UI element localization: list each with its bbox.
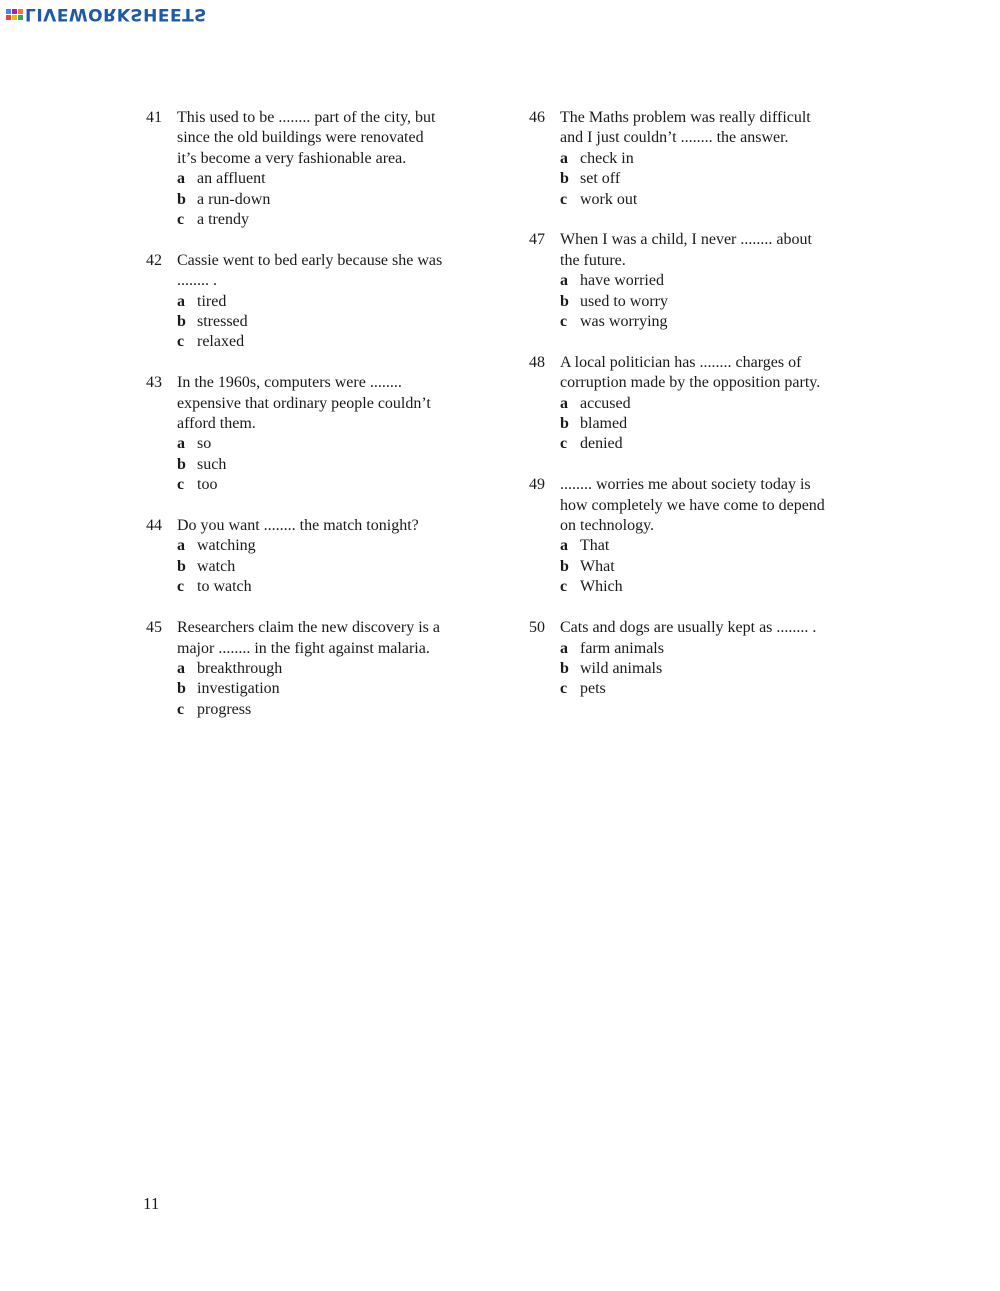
option-text: tired — [197, 292, 227, 310]
question-body — [560, 230, 869, 332]
answer-option-b[interactable] — [177, 312, 486, 332]
answer-option-b[interactable] — [560, 557, 869, 577]
question-number: 41 — [146, 109, 162, 126]
logo-block — [6, 15, 11, 20]
question-number: 46 — [529, 109, 545, 126]
option-letter: b — [177, 557, 186, 575]
question-spacer — [146, 496, 486, 516]
option-text: denied — [580, 435, 623, 453]
answer-option-c[interactable] — [177, 210, 486, 230]
question-text-line: The Maths problem was really difficult — [560, 109, 811, 126]
option-text: a trendy — [197, 211, 249, 229]
question-number: 50 — [529, 619, 545, 637]
answer-option-a[interactable] — [177, 292, 486, 312]
answer-option-c[interactable] — [560, 434, 869, 454]
answer-option-c[interactable] — [177, 700, 486, 720]
question-text-line: since the old buildings were renovated — [177, 129, 424, 147]
question-text-line: Cassie went to bed early because she was — [177, 251, 443, 269]
left-question-column — [146, 108, 486, 720]
option-text: relaxed — [197, 333, 245, 351]
option-text: watch — [197, 557, 236, 575]
option-text: set off — [580, 170, 621, 188]
answer-option-c[interactable] — [560, 577, 869, 597]
option-letter: a — [560, 149, 568, 167]
option-text: to watch — [197, 578, 252, 596]
option-text: a run-down — [197, 190, 271, 208]
question-text-line: Do you want ........ the match tonight? — [177, 517, 419, 535]
question-42 — [146, 251, 486, 353]
answer-option-b[interactable] — [560, 414, 869, 434]
question-spacer — [529, 598, 869, 618]
option-text: blamed — [580, 415, 628, 433]
question-body — [560, 353, 869, 455]
question-50 — [529, 618, 869, 700]
answer-option-b[interactable] — [560, 659, 869, 679]
question-text-line: corruption made by the opposition party. — [560, 374, 821, 392]
answer-option-a[interactable] — [560, 149, 869, 169]
option-letter: b — [177, 680, 186, 698]
option-text: progress — [197, 700, 252, 718]
answer-option-c[interactable] — [560, 190, 869, 210]
question-48 — [529, 353, 869, 455]
option-text: watching — [197, 537, 256, 555]
option-letter: a — [560, 537, 568, 555]
option-letter: c — [177, 333, 185, 351]
question-text-line: afford them. — [177, 415, 256, 433]
question-49 — [529, 475, 869, 597]
option-text: an affluent — [197, 170, 266, 188]
option-text: was worrying — [580, 313, 668, 331]
question-45 — [146, 618, 486, 720]
right-question-column — [529, 108, 869, 700]
question-body — [177, 516, 486, 598]
logo-block — [18, 9, 23, 14]
option-text: wild animals — [580, 659, 663, 677]
question-number: 47 — [529, 231, 545, 249]
option-text: pets — [580, 680, 606, 698]
option-letter: a — [177, 292, 185, 310]
option-letter: a — [177, 435, 185, 453]
logo-block — [6, 9, 11, 14]
option-text: check in — [580, 149, 634, 167]
question-text-line: the future. — [560, 251, 626, 269]
question-43 — [146, 373, 486, 495]
question-number: 42 — [146, 251, 162, 269]
question-text-line: expensive that ordinary people couldn’t — [177, 394, 431, 412]
option-text: used to worry — [580, 292, 668, 310]
question-text-line: major ........ in the fight against malaria. — [177, 639, 430, 657]
question-text-line: how completely we have come to depend — [560, 496, 825, 514]
option-text: That — [580, 537, 610, 555]
question-text-line: In the 1960s, computers were ........ — [177, 374, 402, 392]
answer-option-a[interactable] — [560, 639, 869, 659]
question-text-line: on technology. — [560, 517, 655, 535]
option-letter: a — [560, 639, 568, 657]
option-text: have worried — [580, 272, 664, 290]
question-body — [560, 618, 869, 700]
option-text: farm animals — [580, 639, 664, 657]
option-text: What — [580, 557, 615, 575]
option-letter: c — [177, 578, 185, 596]
option-letter: b — [177, 455, 186, 473]
option-letter: a — [177, 659, 185, 677]
question-number: 48 — [529, 353, 545, 371]
question-spacer — [146, 353, 486, 373]
answer-option-c[interactable] — [177, 332, 486, 352]
option-text: too — [197, 476, 218, 494]
option-text: so — [197, 435, 212, 453]
option-letter: c — [177, 700, 185, 718]
option-text: work out — [580, 190, 638, 208]
question-spacer — [146, 598, 486, 618]
option-letter: c — [560, 313, 568, 331]
option-letter: b — [560, 659, 569, 677]
question-number: 45 — [146, 619, 162, 637]
question-text-line: Cats and dogs are usually kept as ........ . — [560, 619, 817, 637]
answer-option-a[interactable] — [177, 169, 486, 189]
question-spacer — [529, 455, 869, 475]
question-body — [177, 373, 486, 495]
question-text-line: When I was a child, I never ........ about — [560, 231, 812, 249]
question-number: 44 — [146, 517, 162, 535]
logo-block — [12, 15, 17, 20]
option-letter: c — [560, 680, 568, 698]
option-letter: c — [560, 578, 568, 596]
question-text-line: A local politician has ........ charges of — [560, 353, 802, 371]
answer-option-c[interactable] — [177, 577, 486, 597]
logo-block — [18, 15, 23, 20]
question-spacer — [529, 210, 869, 230]
logo-color-blocks-icon — [6, 9, 23, 20]
answer-option-b[interactable] — [177, 557, 486, 577]
answer-option-c[interactable] — [560, 679, 869, 699]
question-body — [177, 251, 486, 353]
question-text-line: it’s become a very fashionable area. — [177, 149, 407, 167]
option-letter: c — [177, 211, 185, 229]
question-47 — [529, 230, 869, 332]
option-text: Which — [580, 578, 623, 596]
question-spacer — [146, 230, 486, 250]
answer-option-b[interactable] — [177, 679, 486, 699]
answer-option-a[interactable] — [177, 659, 486, 679]
option-letter: a — [560, 394, 568, 412]
question-number: 49 — [529, 476, 545, 494]
answer-option-b[interactable] — [560, 169, 869, 189]
answer-option-a[interactable] — [560, 271, 869, 291]
question-body — [177, 618, 486, 720]
question-body — [560, 475, 869, 597]
answer-option-b[interactable] — [177, 190, 486, 210]
option-letter: c — [560, 435, 568, 453]
answer-option-a[interactable] — [560, 394, 869, 414]
question-text-line: ........ . — [177, 272, 217, 290]
question-body — [560, 108, 869, 210]
option-text: investigation — [197, 680, 280, 698]
option-text: breakthrough — [197, 659, 283, 677]
question-body — [177, 108, 486, 230]
answer-option-b[interactable] — [560, 292, 869, 312]
answer-option-a[interactable] — [177, 536, 486, 556]
question-text-line: ........ worries me about society today is — [560, 476, 811, 494]
question-spacer — [529, 332, 869, 352]
option-letter: b — [177, 313, 186, 331]
option-letter: b — [560, 292, 569, 310]
answer-option-b[interactable] — [177, 455, 486, 475]
option-letter: a — [177, 170, 185, 188]
option-text: stressed — [197, 313, 248, 331]
question-46 — [529, 108, 869, 210]
option-letter: a — [177, 537, 185, 555]
logo-block — [12, 9, 17, 14]
option-letter: a — [560, 272, 568, 290]
option-letter: b — [177, 190, 186, 208]
option-letter: b — [560, 415, 569, 433]
question-number: 43 — [146, 374, 162, 392]
option-letter: b — [560, 170, 569, 188]
question-44 — [146, 516, 486, 598]
page-number: 11 — [143, 1194, 160, 1213]
option-text: accused — [580, 394, 631, 412]
option-letter: b — [560, 557, 569, 575]
option-text: such — [197, 455, 227, 473]
option-letter: c — [177, 476, 185, 494]
answer-option-a[interactable] — [177, 434, 486, 454]
option-letter: c — [560, 190, 568, 208]
question-text-line: Researchers claim the new discovery is a — [177, 619, 441, 637]
answer-option-a[interactable] — [560, 536, 869, 556]
question-text-line: and I just couldn’t ........ the answer. — [560, 129, 789, 147]
question-41 — [146, 108, 486, 230]
answer-option-c[interactable] — [560, 312, 869, 332]
liveworksheets-logo — [6, 4, 207, 24]
logo-text: LIVEWORKSHEETS — [25, 4, 207, 24]
question-text-line: This used to be ........ part of the city, but — [177, 109, 436, 126]
answer-option-c[interactable] — [177, 475, 486, 495]
